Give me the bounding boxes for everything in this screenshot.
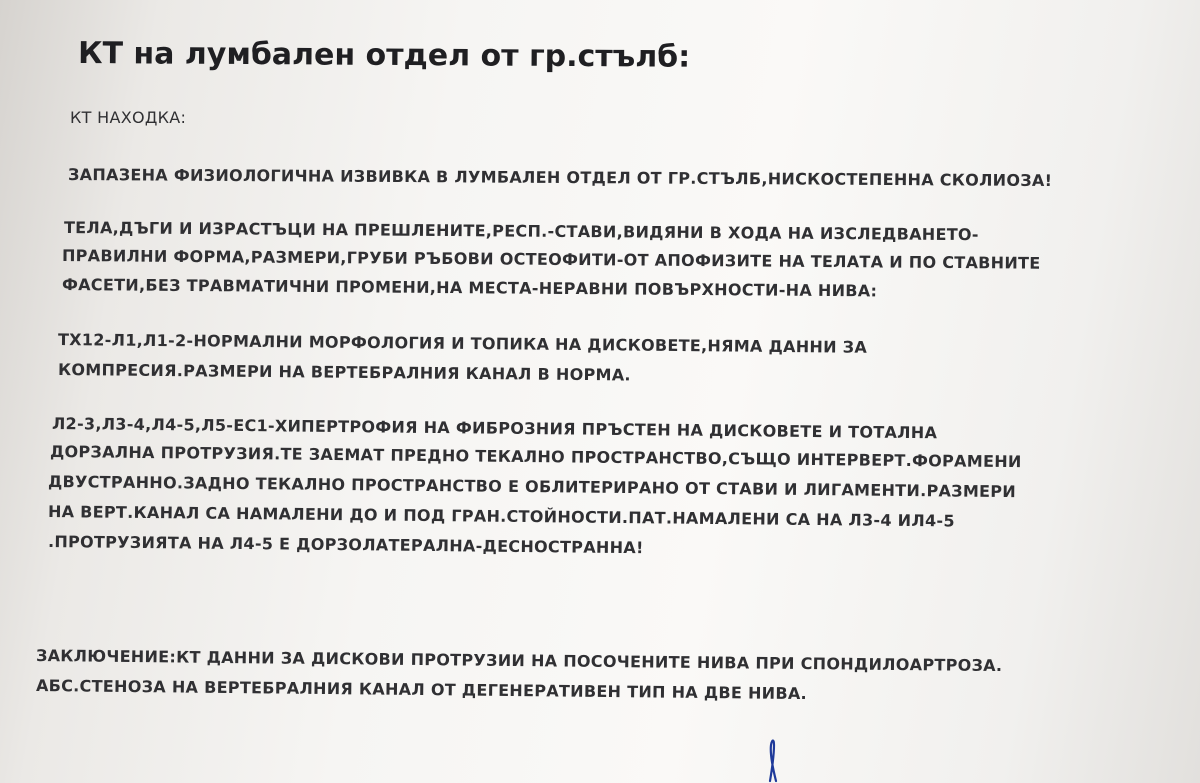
paragraph-line: ФАСЕТИ,БЕЗ ТРАВМАТИЧНИ ПРОМЕНИ,НА МЕСТА-НЕРАВНИ ПОВЪРХНОСТИ-НА НИВА: bbox=[61, 275, 878, 301]
findings-heading: КТ НАХОДКА: bbox=[70, 108, 187, 127]
paragraph-line: КОМПРЕСИЯ.РАЗМЕРИ НА ВЕРТЕБРАЛНИЯ КАНАЛ В НОРМА. bbox=[57, 360, 631, 385]
paragraph-line: .ПРОТРУЗИЯТА НА Л4-5 Е ДОРЗОЛАТЕРАЛНА-ДЕСНОСТРАННА! bbox=[47, 532, 644, 558]
signature-ink-mark bbox=[760, 735, 800, 783]
paragraph-line: ТХ12-Л1,Л1-2-НОРМАЛНИ МОРФОЛОГИЯ И ТОПИКА НА ДИСКОВЕТЕ,НЯМА ДАННИ ЗА bbox=[57, 330, 868, 357]
paragraph-line: ДОРЗАЛНА ПРОТРУЗИЯ.ТЕ ЗАЕМАТ ПРЕДНО ТЕКАЛНО ПРОСТРАНСТВО,СЪЩО ИНТЕРВЕРТ.ФОРАМЕНИ bbox=[49, 442, 1022, 472]
conclusion-line: ЗАКЛЮЧЕНИЕ:КТ ДАННИ ЗА ДИСКОВИ ПРОТРУЗИИ НА ПОСОЧЕНИТЕ НИВА ПРИ СПОНДИЛОАРТРОЗА. bbox=[35, 646, 1003, 676]
paragraph-line: ЗАПАЗЕНА ФИЗИОЛОГИЧНА ИЗВИВКА В ЛУМБАЛЕН ОТДЕЛ ОТ ГР.СТЪЛБ,НИСКОСТЕПЕННА СКОЛИОЗА! bbox=[67, 165, 1053, 191]
conclusion-line: АБС.СТЕНОЗА НА ВЕРТЕБРАЛНИЯ КАНАЛ ОТ ДЕГЕНЕРАТИВЕН ТИП НА ДВЕ НИВА. bbox=[35, 676, 808, 704]
page-title: КТ на лумбален отдел от гр.стълб: bbox=[77, 36, 691, 75]
paragraph-line: ДВУСТРАННО.ЗАДНО ТЕКАЛНО ПРОСТРАНСТВО Е ОБЛИТЕРИРАНО ОТ СТАВИ И ЛИГАМЕНТИ.РАЗМЕРИ bbox=[47, 472, 1017, 502]
paragraph-line: ПРАВИЛНИ ФОРМА,РАЗМЕРИ,ГРУБИ РЪБОВИ ОСТЕОФИТИ-ОТ АПОФИЗИТЕ НА ТЕЛАТА И ПО СТАВНИТЕ bbox=[61, 246, 1041, 273]
paragraph-line: Л2-3,Л3-4,Л4-5,Л5-ЕС1-ХИПЕРТРОФИЯ НА ФИБРОЗНИЯ ПРЪСТЕН НА ДИСКОВЕТЕ И ТОТАЛНА bbox=[51, 414, 938, 443]
paragraph-line: ТЕЛА,ДЪГИ И ИЗРАСТЪЦИ НА ПРЕШЛЕНИТЕ,РЕСП.-СТАВИ,ВИДЯНИ В ХОДА НА ИЗСЛЕДВАНЕТО- bbox=[63, 218, 979, 245]
paragraph-line: НА ВЕРТ.КАНАЛ СА НАМАЛЕНИ ДО И ПОД ГРАН.СТОЙНОСТИ.ПАТ.НАМАЛЕНИ СА НА Л3-4 ИЛ4-5 bbox=[47, 502, 955, 531]
